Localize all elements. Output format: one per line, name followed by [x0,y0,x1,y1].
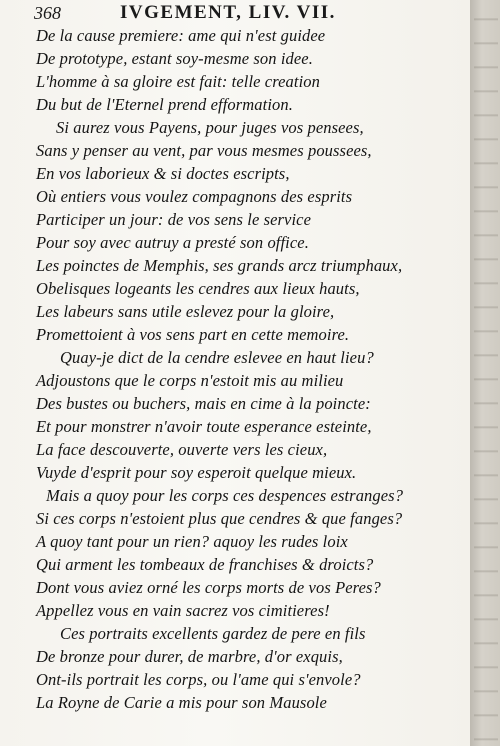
page-number: 368 [34,3,61,23]
page-header [34,0,454,26]
verse-line: Obelisques logeants les cendres aux lieux hauts, [36,279,360,298]
verse-line: Les labeurs sans utile eslevez pour la gloire, [36,302,335,321]
verse-line: En vos laborieux & si doctes escripts, [36,164,290,183]
verse-line: De la cause premiere: ame qui n'est guidee [36,26,326,45]
next-page-show-through [474,0,498,746]
verse-line: De prototype, estant soy-mesme son idee. [36,49,313,68]
verse-line: Ces portraits excellents gardez de pere en fils [60,624,366,643]
verse-line: Vuyde d'esprit pour soy esperoit quelque mieux. [36,463,357,482]
verse-line: Et pour monstrer n'avoir toute esperance esteinte, [36,417,372,436]
verse-line: Ont-ils portrait les corps, ou l'ame qui s'envole? [36,670,361,689]
verse-line: De bronze pour durer, de marbre, d'or exquis, [36,647,343,666]
verse-line: La Royne de Carie a mis pour son Mausole [36,693,327,712]
verse-line: Où entiers vous voulez compagnons des esprits [36,187,353,206]
verse-line: Quay-je dict de la cendre eslevee en haut lieu? [60,348,374,367]
verse-line: Dont vous aviez orné les corps morts de vos Peres? [36,578,381,597]
verse-line: Sans y penser au vent, par vous mesmes poussees, [36,141,372,160]
verse-line: Promettoient à vos sens part en cette memoire. [36,325,350,344]
verse-line: Des bustes ou buchers, mais en cime à la poincte: [36,394,371,413]
verse-line: Appellez vous en vain sacrez vos cimitieres! [36,601,330,620]
verse-line: L'homme à sa gloire est fait: telle creation [36,72,320,91]
running-title: IVGEMENT, LIV. VII. [120,2,336,23]
verse-line: Les poinctes de Memphis, ses grands arcz triumphaux, [36,256,403,275]
verse-line: Pour soy avec autruy a presté son office. [36,233,309,252]
verse-line: La face descouverte, ouverte vers les cieux, [36,440,328,459]
verse-line: A quoy tant pour un rien? aquoy les rudes loix [36,532,348,551]
verse-line: Du but de l'Eternel prend efformation. [36,95,293,114]
verse-line: Mais a quoy pour les corps ces despences estranges? [46,486,404,505]
verse-line: Si ces corps n'estoient plus que cendres & que fanges? [36,509,403,528]
verse-line: Qui arment les tombeaux de franchises & droicts? [36,555,374,574]
verse-line: Participer un jour: de vos sens le service [36,210,312,229]
verse-line: Adjoustons que le corps n'estoit mis au milieu [36,371,344,390]
verse-line: Si aurez vous Payens, pour juges vos pensees, [56,118,364,137]
